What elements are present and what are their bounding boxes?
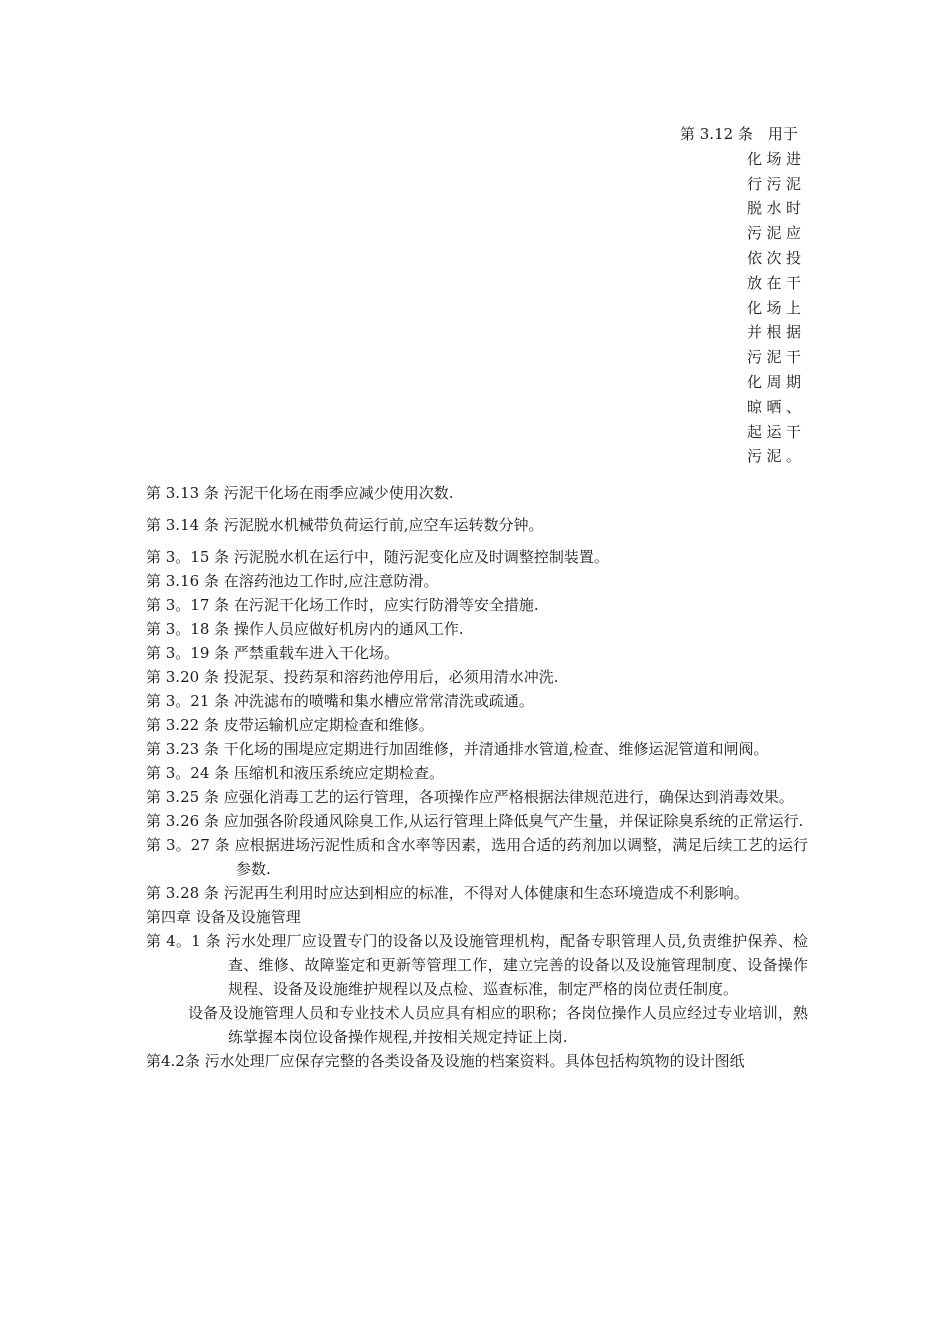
article-4-2: 第4.2条 污水处理厂应保存完整的各类设备及设施的档案资料。具体包括构筑物的设计图纸 <box>146 1052 745 1070</box>
clause-line: 化场上 <box>747 298 806 317</box>
article-3-18: 第 3。18 条 操作人员应做好机房内的通风工作. <box>146 620 464 638</box>
article-4-1: 第 4。1 条 污水处理厂应设置专门的设备以及设施管理机构，配备专职管理人员,负责维护保养、检查、维修、故障鉴定和更新等管理工作，建立完善的设备以及设施管理制度、设备操作规程、设备及设施维护规程以及点检、巡查标准，制定严格的岗位责任制度。 <box>146 932 808 998</box>
article-3-19: 第 3。19 条 严禁重载车进入干化场。 <box>146 644 399 662</box>
clause-line: 行污泥 <box>747 174 806 193</box>
clause-line: 化场进 <box>747 149 806 168</box>
article-3-26: 第 3.26 条 应加强各阶段通风除臭工作,从运行管理上降低臭气产生量，并保证除臭系统的正常运行. <box>146 812 804 830</box>
article-4-1-paragraph-2: 设备及设施管理人员和专业技术人员应具有相应的职称；各岗位操作人员应经过专业培训，熟练掌握本岗位设备操作规程,并按相关规定持证上岗. <box>188 1004 808 1046</box>
clause-3-12-narrow-column <box>680 122 810 469</box>
clause-line: 污泥应 <box>747 224 806 243</box>
document-body <box>146 481 808 1073</box>
clause-line: 脱水时 <box>747 199 806 218</box>
article-3-21: 第 3。21 条 冲洗滤布的喷嘴和集水槽应常常清洗或疏通。 <box>146 692 534 710</box>
article-3-17: 第 3。17 条 在污泥干化场工作时，应实行防滑等安全措施. <box>146 596 539 614</box>
article-3-22: 第 3.22 条 皮带运输机应定期检查和维修。 <box>146 716 434 734</box>
clause-line: 并根据 <box>747 323 806 342</box>
article-3-28: 第 3.28 条 污泥再生利用时应达到相应的标准，不得对人体健康和生态环境造成不利影响。 <box>146 884 749 902</box>
article-3-24: 第 3。24 条 压缩机和液压系统应定期检查。 <box>146 764 444 782</box>
article-3-25: 第 3.25 条 应强化消毒工艺的运行管理，各项操作应严格根据法律规范进行，确保达到消毒效果。 <box>146 788 794 806</box>
clause-line: 化周期 <box>747 372 806 391</box>
clause-line: 起运干 <box>747 422 806 441</box>
clause-line: 放在干 <box>747 273 806 292</box>
clause-line: 污泥。 <box>747 447 806 466</box>
article-3-13: 第 3.13 条 污泥干化场在雨季应减少使用次数. <box>146 484 454 502</box>
chapter-4-title: 第四章 设备及设施管理 <box>146 908 301 926</box>
article-3-16: 第 3.16 条 在溶药池边工作时,应注意防滑。 <box>146 572 439 590</box>
article-3-23: 第 3.23 条 干化场的围堤应定期进行加固维修，并清通排水管道,检查、维修运泥管道和闸阀。 <box>146 740 769 758</box>
article-3-14: 第 3.14 条 污泥脱水机械带负荷运行前,应空车运转数分钟。 <box>146 516 544 534</box>
clause-line: 晾晒、 <box>747 397 806 416</box>
clause-line: 污泥干 <box>747 348 806 367</box>
article-3-20: 第 3.20 条 投泥泵、投药泵和溶药池停用后，必须用清水冲洗. <box>146 668 559 686</box>
article-3-15: 第 3。15 条 污泥脱水机在运行中，随污泥变化应及时调整控制装置。 <box>146 548 609 566</box>
clause-line: 第 3.12 条 用于 <box>680 125 798 143</box>
article-3-27: 第 3。27 条 应根据进场污泥性质和含水率等因素，选用合适的药剂加以调整，满足后续工艺的运行参数. <box>146 836 808 878</box>
clause-line: 依次投 <box>747 248 806 267</box>
